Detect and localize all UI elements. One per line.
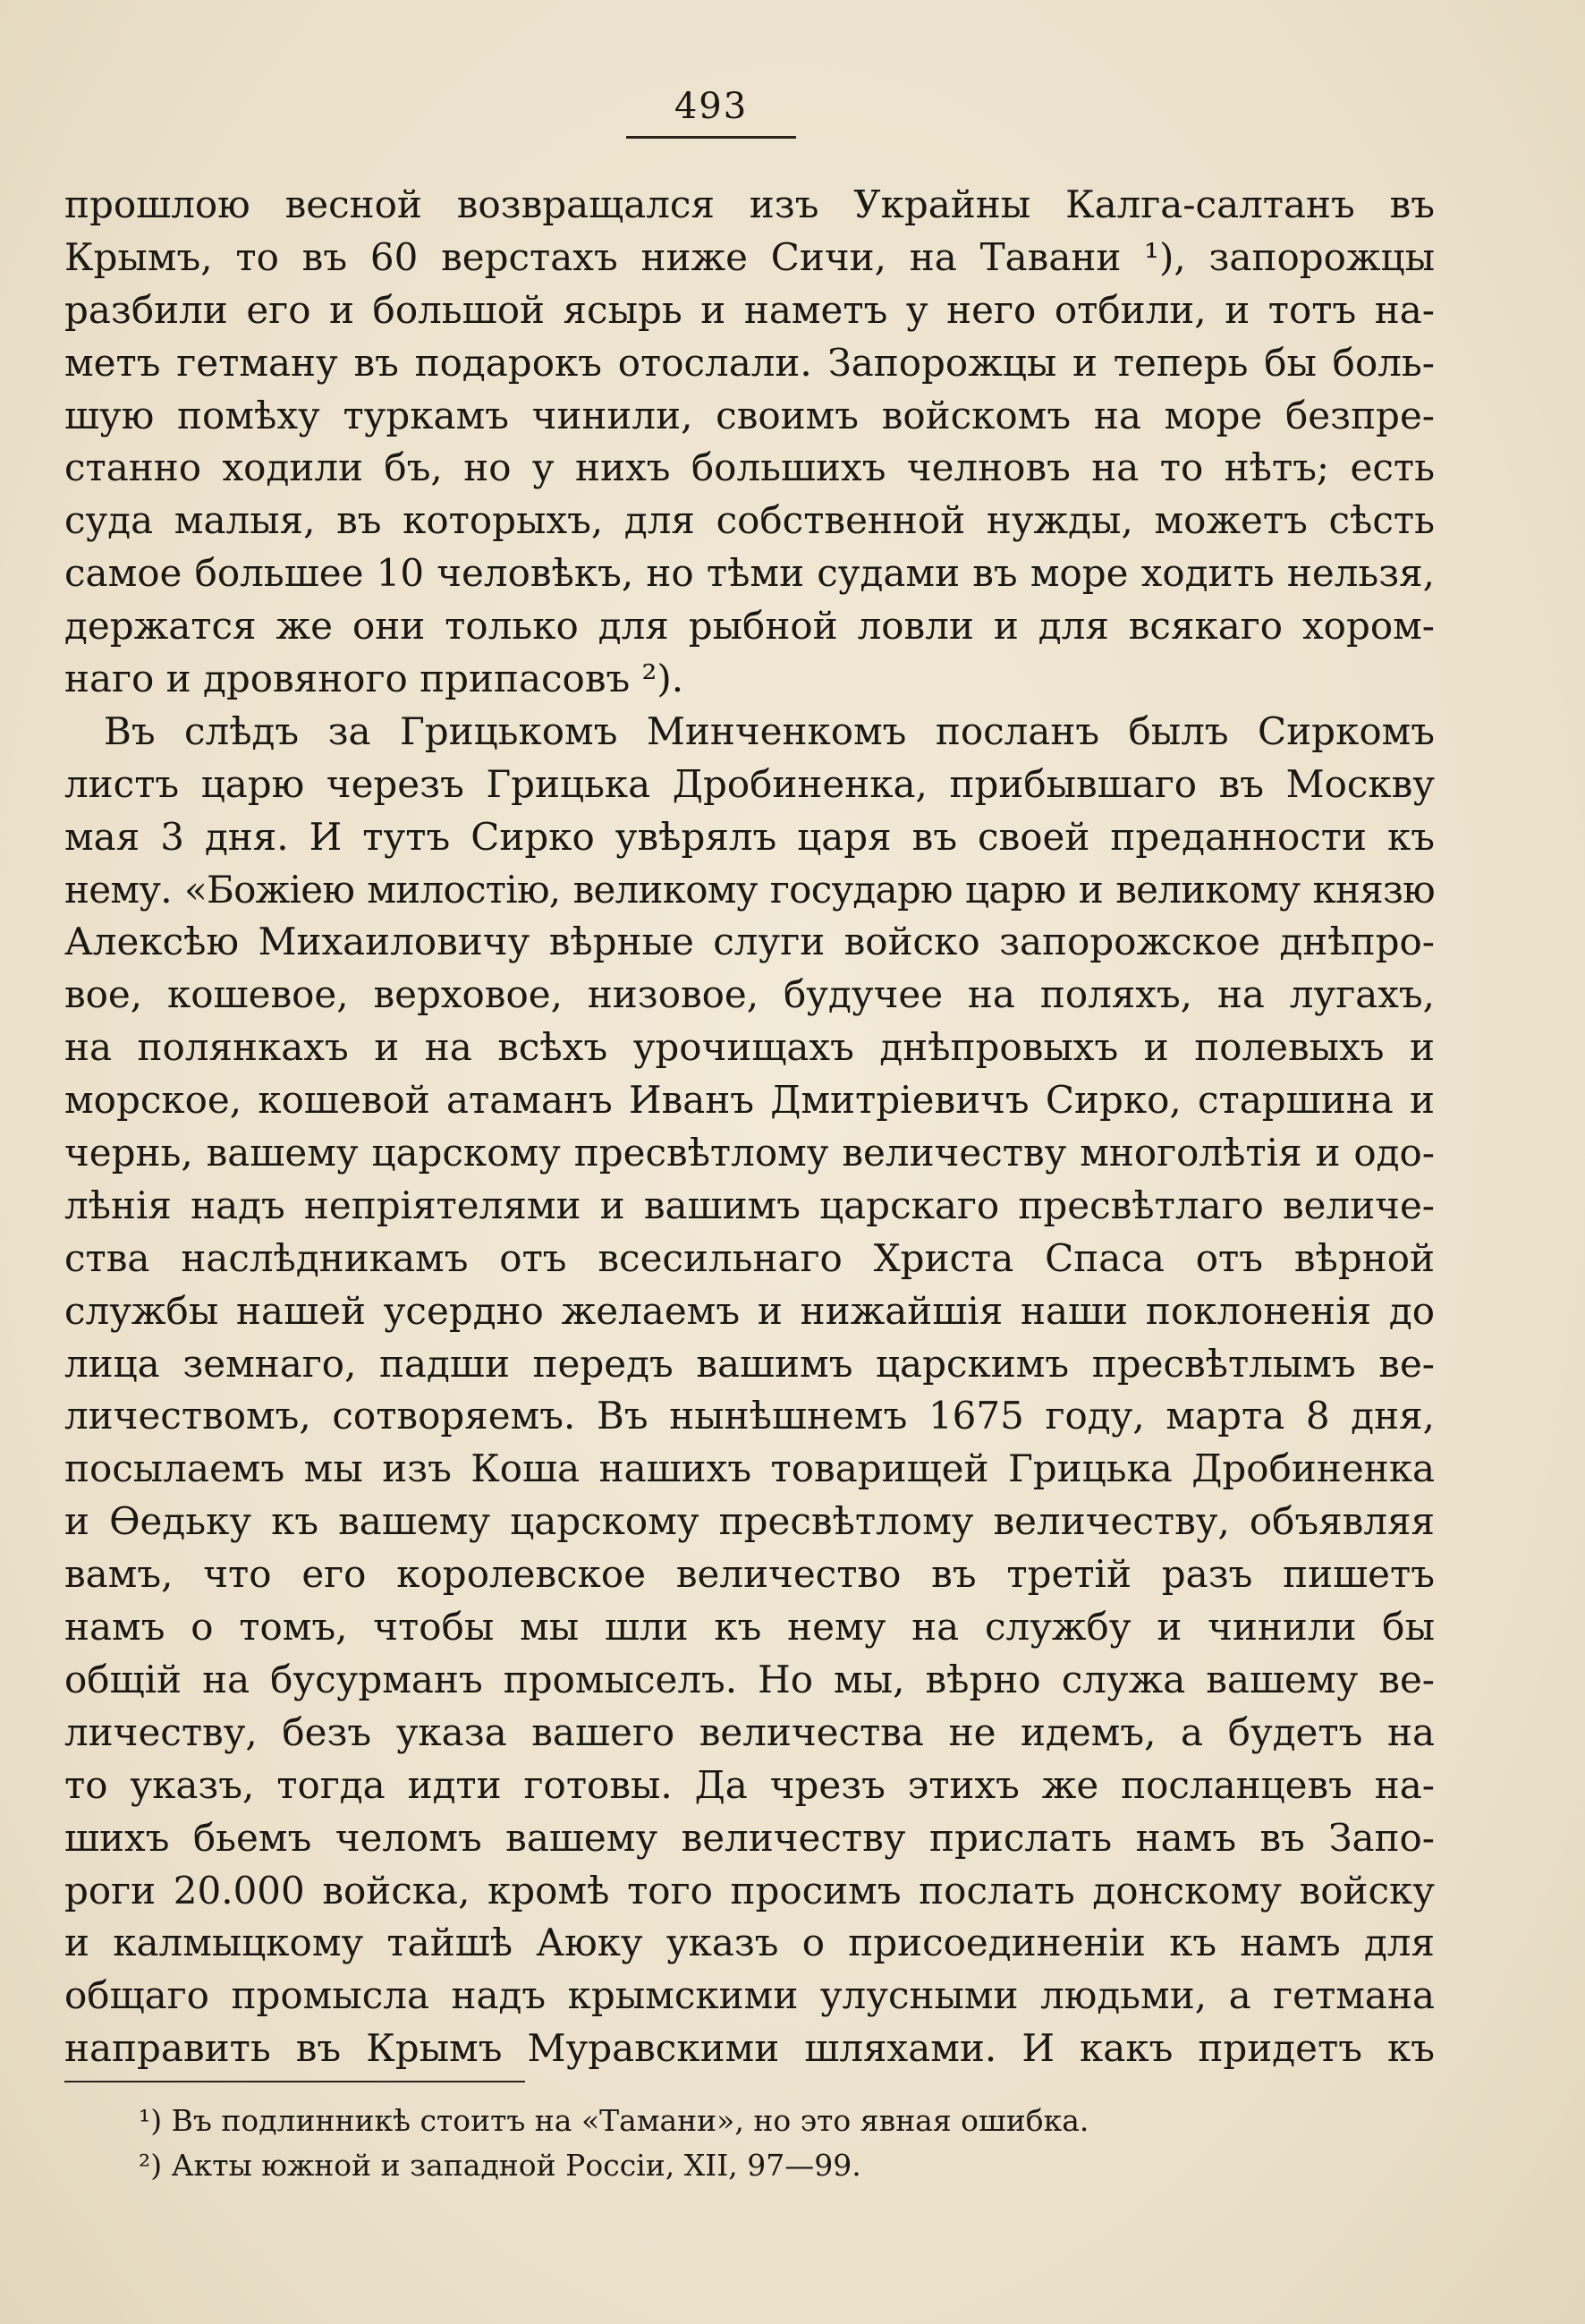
- text-line: разбили его и большой ясырь и наметъ у него отбили, и тотъ на-: [64, 287, 1435, 332]
- text-line: листъ царю черезъ Грицька Дробиненка, прибывшаго въ Москву: [64, 761, 1435, 806]
- text-line: мая 3 дня. И тутъ Сирко увѣрялъ царя въ своей преданности къ: [64, 814, 1435, 859]
- paragraph-1: [64, 179, 1435, 706]
- text-line: нему. «Божіею милостію, великому государю царю и великому князю: [64, 867, 1435, 912]
- text-line: ства наслѣдникамъ отъ всесильнаго Христа Спаса отъ вѣрной: [64, 1235, 1435, 1280]
- text-line: морское, кошевой атаманъ Иванъ Дмитріевичъ Сирко, старшина и: [64, 1078, 1435, 1123]
- text-line: и калмыцкому тайшѣ Аюку указъ о присоединеніи къ намъ для: [64, 1921, 1435, 1965]
- text-line: вамъ, что его королевское величество въ третій разъ пишетъ: [64, 1552, 1435, 1597]
- text-line: личествомъ, сотворяемъ. Въ нынѣшнемъ 1675 году, марта 8 дня,: [64, 1394, 1435, 1438]
- text-line: вое, кошевое, верховое, низовое, будучее на поляхъ, на лугахъ,: [64, 972, 1435, 1017]
- body-text: [64, 179, 1435, 2075]
- footnotes: [139, 2099, 1391, 2188]
- text-line: Крымъ, то въ 60 верстахъ ниже Сичи, на Тавани ¹), запорожцы: [64, 234, 1435, 279]
- text-line: общій на бусурманъ промыселъ. Но мы, вѣрно служа вашему ве-: [64, 1657, 1435, 1701]
- text-line: то указъ, тогда идти готовы. Да чрезъ этихъ же посланцевъ на-: [64, 1762, 1435, 1807]
- text-line: держатся же они только для рыбной ловли и для всякаго хором-: [64, 604, 1435, 649]
- text-line: общаго промысла надъ крымскими улусными людьми, а гетмана: [64, 1973, 1435, 2018]
- text-line: самое большее 10 человѣкъ, но тѣми судами въ море ходить нельзя,: [64, 551, 1435, 596]
- page-number: 493: [674, 86, 749, 127]
- text-line: намъ о томъ, чтобы мы шли къ нему на службу и чинили бы: [64, 1605, 1435, 1650]
- text-line: станно ходили бъ, но у нихъ большихъ челновъ на то нѣтъ; есть: [64, 445, 1435, 490]
- text-line: на полянкахъ и на всѣхъ урочищахъ днѣпровыхъ и полевыхъ и: [64, 1025, 1435, 1070]
- text-line: наго и дровяного припасовъ ²).: [64, 657, 684, 701]
- text-line: суда малыя, въ которыхъ, для собственной нужды, можетъ сѣсть: [64, 498, 1435, 543]
- text-line: лѣнія надъ непріятелями и вашимъ царскаго пресвѣтлаго величе-: [64, 1183, 1435, 1227]
- text-line: метъ гетману въ подарокъ отослали. Запорожцы и теперь бы боль-: [64, 340, 1435, 385]
- text-line: лица земнаго, падши передъ вашимъ царскимъ пресвѣтлымъ ве-: [64, 1341, 1435, 1386]
- text-line: прошлою весной возвращался изъ Украйны Калга-салтанъ въ: [64, 182, 1435, 226]
- text-line: Въ слѣдъ за Грицькомъ Минченкомъ посланъ былъ Сиркомъ: [104, 708, 1435, 753]
- header-rule: [626, 136, 796, 139]
- text-line: посылаемъ мы изъ Коша нашихъ товарищей Грицька Дробиненка: [64, 1446, 1435, 1491]
- text-line: роги 20.000 войска, кромѣ того просимъ послать донскому войску: [64, 1868, 1435, 1913]
- text-line: направить въ Крымъ Муравскими шляхами. И какъ придетъ къ: [64, 2026, 1435, 2071]
- footnote-1: ¹) Въ подлинникѣ стоитъ на «Тамани», но это явная ошибка.: [139, 2103, 1089, 2138]
- footnote-2: ²) Акты южной и западной Россіи, XII, 97—99.: [139, 2148, 861, 2183]
- text-line: Алексѣю Михаиловичу вѣрные слуги войско запорожское днѣпро-: [64, 920, 1435, 964]
- text-line: чернь, вашему царскому пресвѣтлому величеству многолѣтія и одо-: [64, 1131, 1435, 1175]
- footnote-rule: [64, 2081, 525, 2082]
- text-line: шихъ бьемъ челомъ вашему величеству прислать намъ въ Запо-: [64, 1815, 1435, 1860]
- text-line: службы нашей усердно желаемъ и нижайшія наши поклоненія до: [64, 1288, 1435, 1333]
- text-line: и Ѳедьку къ вашему царскому пресвѣтлому величеству, объявляя: [64, 1499, 1435, 1544]
- text-line: шую помѣху туркамъ чинили, своимъ войскомъ на море безпре-: [64, 393, 1435, 437]
- text-line: личеству, безъ указа вашего величества не идемъ, а будетъ на: [64, 1709, 1435, 1754]
- paragraph-2: [64, 706, 1435, 2075]
